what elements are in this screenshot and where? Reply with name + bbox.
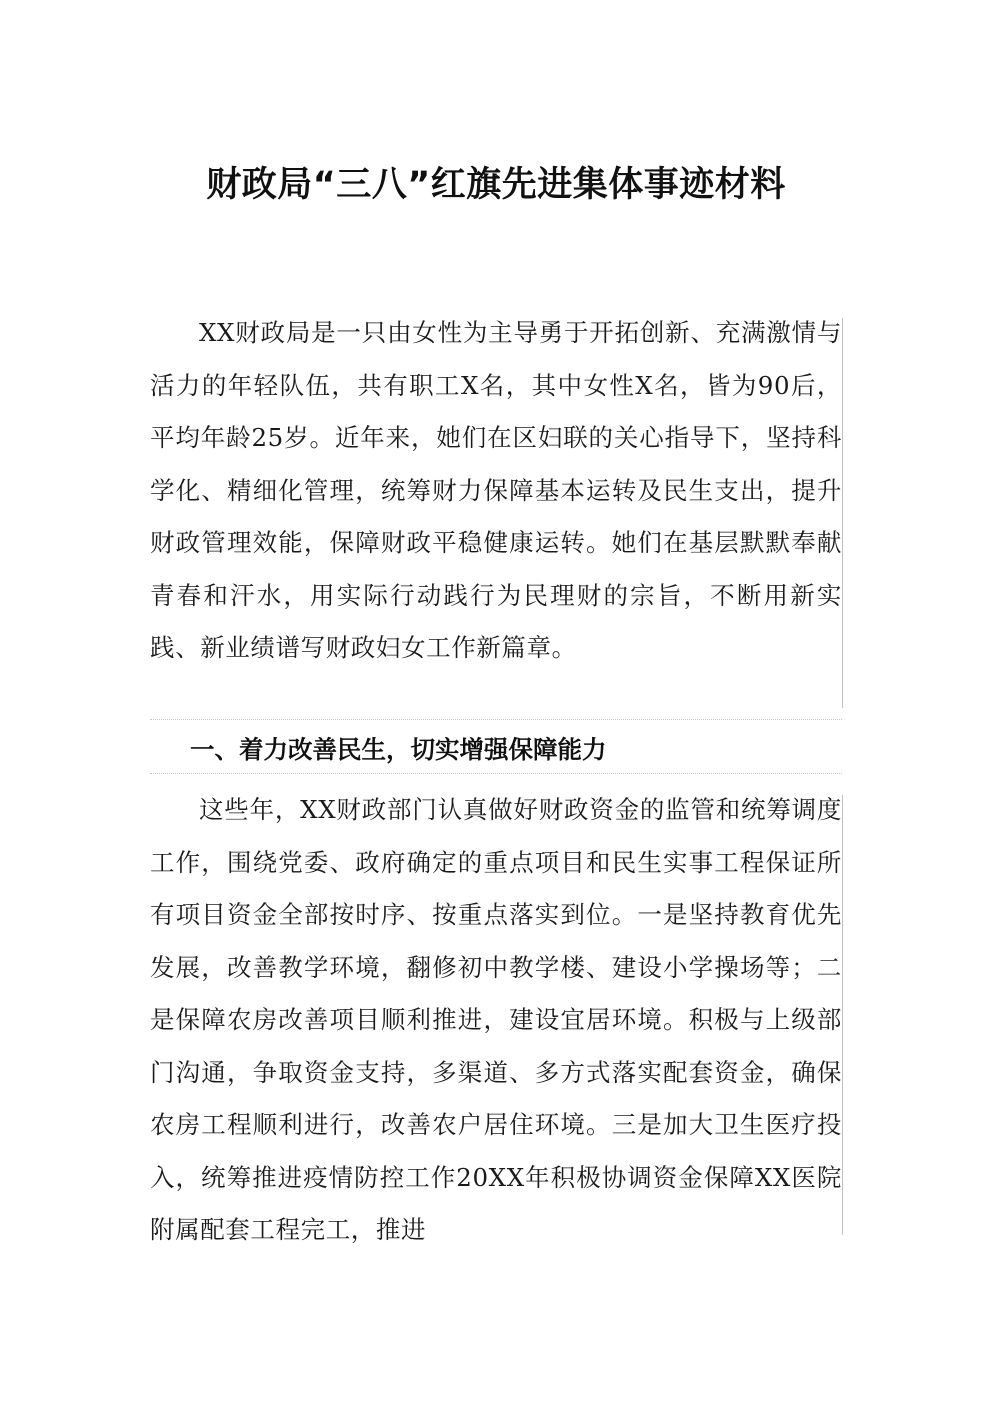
section-divider-top: [150, 719, 842, 720]
intro-paragraph: XX财政局是一只由女性为主导勇于开拓创新、充满激情与活力的年轻队伍，共有职工X名，其中女性X名，皆为90后，平均年龄25岁。近年来，她们在区妇联的关心指导下，坚持科学化、精细化管理，统筹财力保障基本运转及民生支出，提升财政管理效能，保障财政平稳健康运转。她们在基层默默奉献青春和汗水，用实际行动践行为民理财的宗旨，不断用新实践、新业绩谱写财政妇女工作新篇章。: [150, 318, 842, 662]
section-divider-bottom: [150, 773, 842, 774]
section-heading: 一、着力改善民生，切实增强保障能力: [190, 735, 607, 764]
right-margin-rule: [842, 795, 843, 1235]
document-title: 财政局“三八”红旗先进集体事迹材料: [206, 165, 786, 205]
section-paragraph: 这些年，XX财政部门认真做好财政资金的监管和统筹调度工作，围绕党委、政府确定的重点项目和民生实事工程保证所有项目资金全部按时序、按重点落实到位。一是坚持教育优先发展，改善教学环境，翻修初中教学楼、建设小学操场等；二是保障农房改善项目顺利推进，建设宜居环境。积极与上级部门沟通，争取资金支持，多渠道、多方式落实配套资金，确保农房工程顺利进行，改善农户居住环境。三是加大卫生医疗投入，统筹推进疫情防控工作20XX年积极协调资金保障XX医院附属配套工程完工，推进: [150, 795, 842, 1244]
right-margin-rule: [842, 318, 843, 708]
